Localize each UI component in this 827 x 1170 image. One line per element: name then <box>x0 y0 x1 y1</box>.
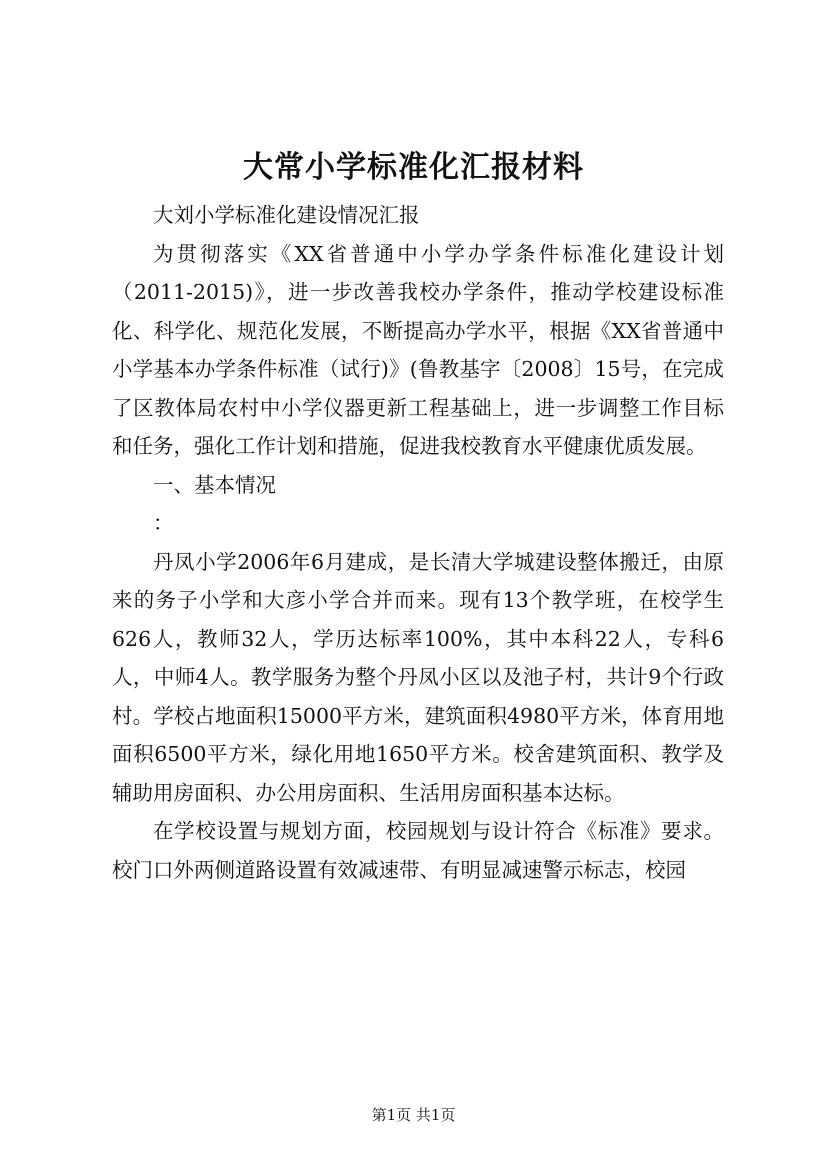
basic-info-paragraph: 丹凤小学2006年6月建成，是长清大学城建设整体搬迁，由原来的务子小学和大彦小学合并而来。现有13个教学班，在校学生626人，教师32人，学历达标率100%，其中本科22人，专科6人，中师4人。教学服务为整个丹凤小区以及池子村，共计9个行政村。学校占地面积15000平方米，建筑面积4980平方米，体育用地面积6500平方米，绿化用地1650平方米。校舍建筑面积、教学及辅助用房面积、办公用房面积、生活用房面积基本达标。 <box>112 549 724 805</box>
document-title: 大常小学标准化汇报材料 <box>243 150 584 185</box>
intro-paragraph: 为贯彻落实《XX省普通中小学办学条件标准化建设计划（2011-2015)》，进一步改善我校办学条件，推动学校建设标准化、科学化、规范化发展，不断提高办学水平，根据《XX省普通中小学基本办学条件标准（试行)》(鲁教基字〔2008〕15号，在完成了区教体局农村中小学仪器更新工程基础上，进一步调整工作目标和任务，强化工作计划和措施，促进我校教育水平健康优质发展。 <box>112 241 724 458</box>
colon-line: ： <box>153 511 174 535</box>
subtitle-paragraph: 大刘小学标准化建设情况汇报 <box>153 203 420 227</box>
page-footer: 第1页 共1页 <box>371 1106 456 1124</box>
section-heading: 一、基本情况 <box>153 472 276 497</box>
planning-paragraph: 在学校设置与规划方面，校园规划与设计符合《标准》要求。校门口外两侧道路设置有效减速带、有明显减速警示标志，校园 <box>112 819 724 882</box>
document-body <box>112 196 724 889</box>
